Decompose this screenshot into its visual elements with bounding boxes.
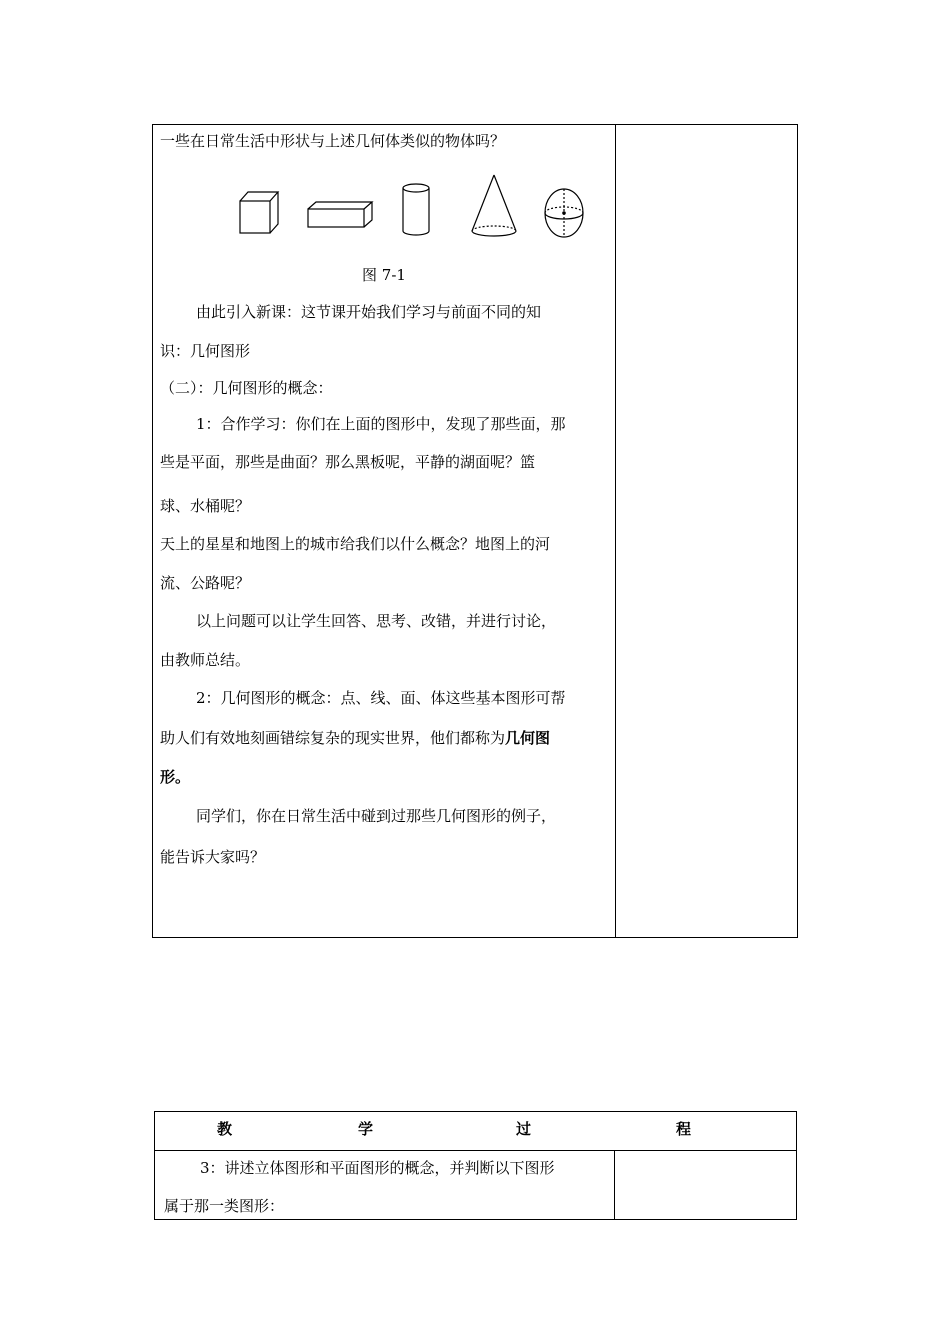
- cone-shape: [472, 175, 516, 236]
- header-cell: 过: [516, 1120, 532, 1138]
- header-cell: 教: [217, 1120, 233, 1138]
- header-cell: 学: [358, 1120, 374, 1138]
- figure-caption: 图 7-1: [362, 266, 406, 284]
- text-line: 以上问题可以让学生回答、思考、改错，并进行讨论，: [196, 612, 557, 630]
- lesson-table-1: [152, 124, 798, 938]
- bold-term: 几何图: [505, 729, 551, 747]
- row-divider: [155, 1150, 796, 1151]
- text-line: 3：讲述立体图形和平面图形的概念，并判断以下图形: [200, 1159, 555, 1177]
- text-line: 流、公路呢？: [160, 574, 251, 592]
- text-line: 由教师总结。: [160, 651, 251, 669]
- bold-term: 形。: [160, 768, 191, 786]
- text-line: 识：几何图形: [160, 342, 251, 360]
- cylinder-shape: [403, 184, 429, 235]
- lesson-content-cell: [160, 125, 608, 937]
- sphere-shape: [545, 189, 583, 237]
- text-line: 能告诉大家吗？: [160, 848, 266, 866]
- text-line-part: 助人们有效地刻画错综复杂的现实世界，他们都称为: [160, 729, 506, 747]
- cuboid-shape: [308, 202, 372, 227]
- text-line: [160, 728, 550, 748]
- lesson-table-2: [154, 1111, 797, 1220]
- text-line: 些是平面，那些是曲面？那么黑板呢，平静的湖面呢？篮: [160, 453, 536, 471]
- text-line: 同学们，你在日常生活中碰到过那些几何图形的例子，: [196, 807, 557, 825]
- column-divider: [614, 1150, 615, 1219]
- header-cell: 程: [676, 1120, 692, 1138]
- text-line: 天上的星星和地图上的城市给我们以什么概念？地图上的河: [160, 535, 551, 553]
- cube-shape: [240, 192, 278, 233]
- geometric-solids-figure: [234, 171, 594, 247]
- text-line: 一些在日常生活中形状与上述几何体类似的物体吗？: [160, 132, 506, 150]
- text-line: 2：几何图形的概念：点、线、面、体这些基本图形可帮: [196, 689, 566, 707]
- section-heading: （二）：几何图形的概念：: [160, 379, 333, 397]
- column-divider: [615, 125, 616, 937]
- text-line: 属于那一类图形：: [164, 1197, 285, 1215]
- text-line: 1：合作学习：你们在上面的图形中，发现了那些面，那: [196, 415, 566, 433]
- text-line: 球、水桶呢？: [160, 497, 251, 515]
- text-line: 由此引入新课：这节课开始我们学习与前面不同的知: [196, 303, 542, 321]
